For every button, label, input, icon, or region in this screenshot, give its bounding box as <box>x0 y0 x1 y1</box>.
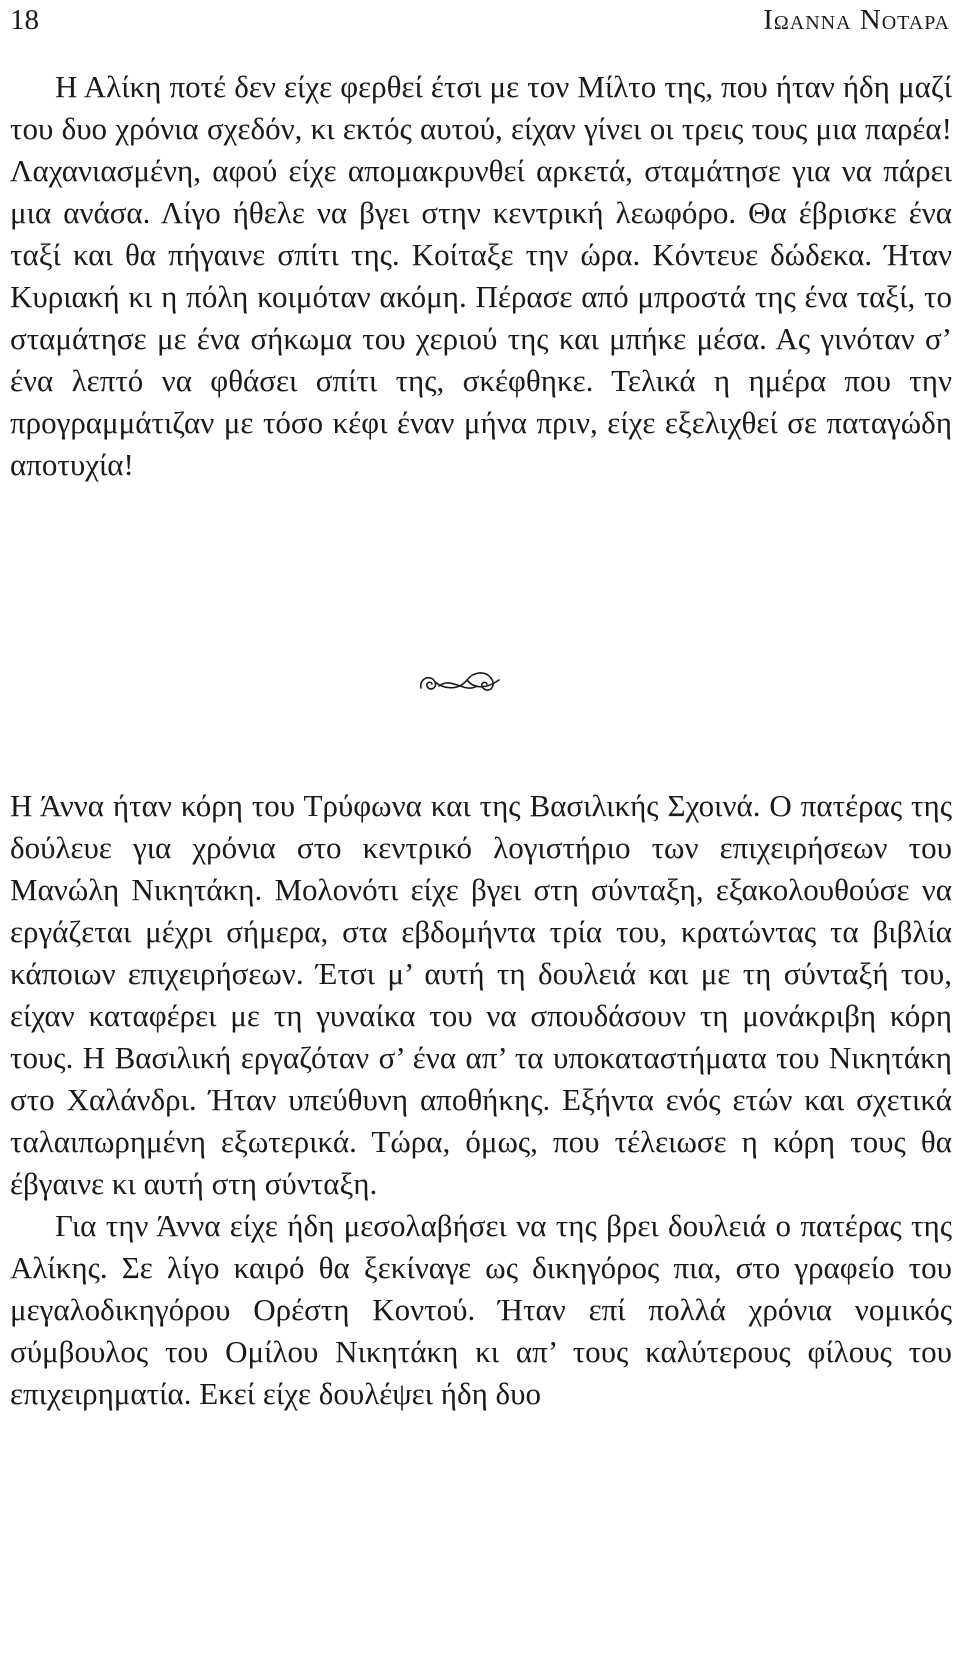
header-author: Ιωαννα Νοταρα <box>763 4 950 36</box>
flourish-ornament-icon <box>415 660 505 704</box>
paragraph: Η Άννα ήταν κόρη του Τρύφωνα και της Βασιλικής Σχοινά. Ο πατέρας της δούλευε για χρόνια στο κεντρικό λογιστήριο των επιχειρήσεων του Μανώλη Νικητάκη. Μολονότι είχε βγει στη σύνταξη, εξακολουθούσε να εργάζεται μέχρι σήμερα, στα εβδομήντα τρία του, κρατώντας τα βιβλία κάποιων επιχειρήσεων. Έτσι μ’ αυτή τη δουλειά και με τη σύνταξή του, είχαν καταφέρει με τη γυναίκα του να σπουδάσουν τη μονάκριβη κόρη τους. Η Βασιλική εργαζόταν σ’ ένα απ’ τα υποκαταστήματα του Νικητάκη στο Χαλάνδρι. Ήταν υπεύθυνη αποθήκης. Εξήντα ενός ετών και σχετικά ταλαιπωρημένη εξωτερικά. Τώρα, όμως, που τέλειωσε η κόρη τους θα έβγαινε κι αυτή στη σύνταξη. <box>10 788 952 1201</box>
page-number: 18 <box>10 4 39 36</box>
paragraph: Για την Άννα είχε ήδη μεσολαβήσει να της βρει δουλειά ο πατέρας της Αλίκης. Σε λίγο καιρό θα ξεκίναγε ως δικηγόρος πια, στο γραφείο του μεγαλοδικηγόρου Ορέστη Κοντού. Ήταν επί πολλά χρόνια νομικός σύμβουλος του Ομίλου Νικητάκη κι απ’ τους καλύτερους φίλους του επιχειρηματία. Εκεί είχε δουλέψει ήδη δυο <box>10 1208 952 1411</box>
section-two <box>10 785 952 1415</box>
section-one <box>10 66 952 486</box>
paragraph: Η Αλίκη ποτέ δεν είχε φερθεί έτσι με τον Μίλτο της, που ήταν ήδη μαζί του δυο χρόνια σχεδόν, κι εκτός αυτού, είχαν γίνει οι τρεις τους μια παρέα! Λαχανιασμένη, αφού είχε απομακρυνθεί αρκετά, σταμάτησε για να πάρει μια ανάσα. Λίγο ήθελε να βγει στην κεντρική λεωφόρο. Θα έβρισκε ένα ταξί και θα πήγαινε σπίτι της. Κοίταξε την ώρα. Κόντευε δώδεκα. Ήταν Κυριακή κι η πόλη κοιμόταν ακόμη. Πέρασε από μπροστά της ένα ταξί, το σταμάτησε με ένα σήκωμα του χεριού της και μπήκε μέσα. Ας γινόταν σ’ ένα λεπτό να φθάσει σπίτι της, σκέφθηκε. Τελικά η ημέρα που την προγραμμάτιζαν με τόσο κέφι έναν μήνα πριν, είχε εξελιχθεί σε παταγώδη αποτυχία! <box>10 69 952 482</box>
running-head <box>0 0 960 40</box>
